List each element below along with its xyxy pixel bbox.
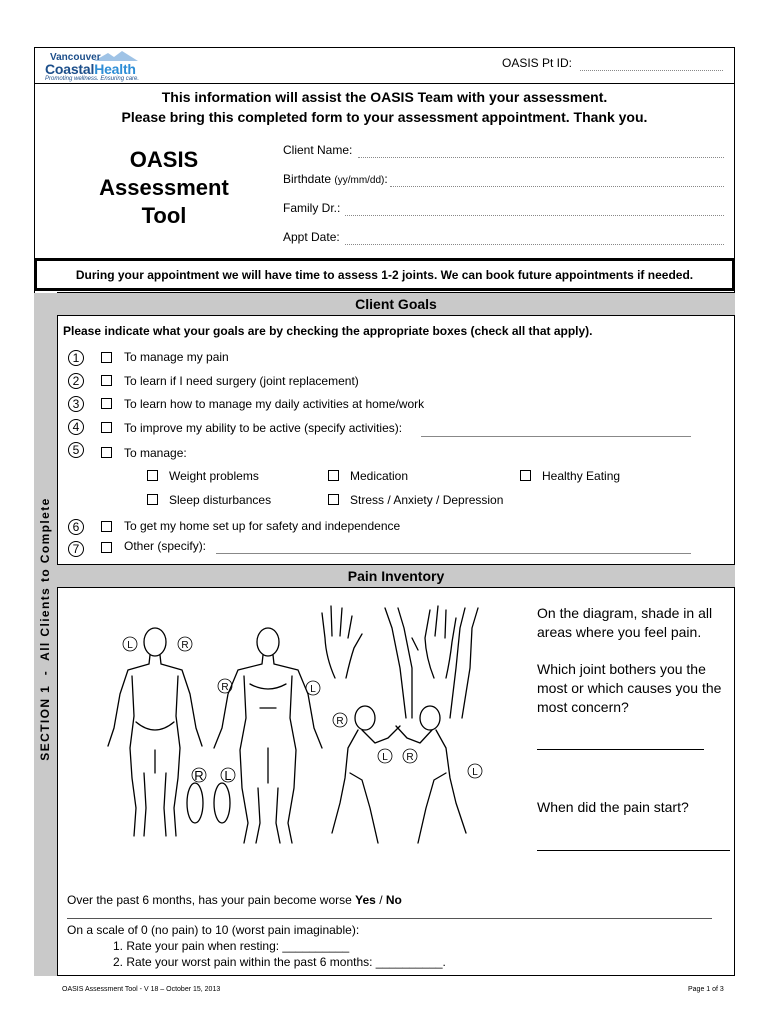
intro-text: This information will assist the OASIS Team with your assessment. Please bring this completed form to your assessment appointment. Thank you. [121, 89, 648, 125]
hands-icon [322, 606, 478, 718]
worst-pain-question[interactable]: 2. Rate your worst pain within the past 6 months: __________. [113, 955, 446, 969]
goal-number: 4 [68, 419, 84, 435]
goal-label: To learn how to manage my daily activities at home/work [124, 397, 425, 411]
marker-letter: R [406, 752, 414, 763]
right-label-marker [178, 637, 192, 651]
marker-letter: L [382, 752, 388, 763]
pt-id-label: OASIS Pt ID: [502, 56, 573, 70]
goal-checkbox[interactable] [101, 352, 112, 363]
vch-logo [44, 50, 139, 82]
sub-checkbox[interactable] [328, 470, 339, 481]
left-label-marker [468, 764, 482, 778]
goal-number: 6 [68, 519, 84, 535]
sub-label: Stress / Anxiety / Depression [350, 493, 504, 507]
foot-left-marker [221, 768, 235, 783]
client-name-label: Client Name: [283, 143, 353, 157]
yes-option[interactable]: Yes [355, 893, 376, 907]
goal-label: To get my home set up for safety and independence [124, 519, 401, 533]
marker-letter: L [224, 768, 232, 783]
marker-letter: R [194, 768, 204, 783]
pain-scale-intro: On a scale of 0 (no pain) to 10 (worst pain imaginable): [67, 923, 360, 937]
marker-letter: L [127, 640, 133, 651]
left-label-marker [378, 749, 392, 763]
logo-main-text: CoastalHealth [45, 61, 136, 77]
pain-worse-question: Over the past 6 months, has your pain become worse Yes / No [67, 893, 402, 907]
appt-date-label: Appt Date: [283, 230, 340, 244]
sub-label: Medication [350, 469, 409, 483]
marker-letter: R [336, 716, 344, 727]
other-specify-input[interactable] [216, 553, 691, 554]
pain-start-input[interactable] [537, 850, 730, 851]
goal-label: To improve my ability to be active (specify activities): [124, 421, 403, 435]
goal-number: 3 [68, 396, 84, 412]
side-figures-icon [332, 706, 466, 843]
sub-label: Weight problems [169, 469, 259, 483]
sub-checkbox[interactable] [147, 470, 158, 481]
birthdate-input[interactable] [390, 186, 724, 187]
goal-checkbox[interactable] [101, 447, 112, 458]
form-title: OASIS Assessment Tool [99, 147, 229, 228]
client-name-input[interactable] [358, 157, 724, 158]
body-diagram[interactable] [100, 598, 520, 878]
family-dr-label: Family Dr.: [283, 201, 341, 215]
goal-number: 1 [68, 350, 84, 366]
goal-checkbox[interactable] [101, 542, 112, 553]
header-divider [34, 83, 735, 84]
rest-pain-question[interactable]: 1. Rate your pain when resting: __________ [113, 939, 350, 953]
pt-id-input[interactable] [580, 70, 723, 71]
goal-label: To manage: [124, 446, 187, 460]
birthdate-label: Birthdate (yy/mm/dd): [283, 172, 388, 186]
right-label-marker [333, 713, 347, 727]
right-label-marker [403, 749, 417, 763]
goal-number: 7 [68, 541, 84, 557]
back-figure-icon [108, 628, 202, 836]
pain-inventory-heading: Pain Inventory [57, 564, 735, 588]
feet-icon [187, 783, 230, 823]
activities-input[interactable] [421, 436, 691, 437]
goal-checkbox[interactable] [101, 398, 112, 409]
appt-date-input[interactable] [345, 244, 724, 245]
logo-top-text: Vancouver [50, 52, 101, 63]
goal-number: 5 [68, 442, 84, 458]
pain-start-question: When did the pain start? [537, 799, 689, 815]
foot-right-marker [192, 768, 206, 783]
sub-checkbox[interactable] [328, 494, 339, 505]
section-side-label: SECTION 1 - All Clients to Complete [38, 497, 52, 761]
goal-label: To manage my pain [124, 350, 229, 364]
goal-checkbox[interactable] [101, 375, 112, 386]
pain-instruction-shade: On the diagram, shade in all areas where you feel pain. [537, 605, 713, 640]
left-label-marker [123, 637, 137, 651]
goal-checkbox[interactable] [101, 422, 112, 433]
notice-box: During your appointment we will have time to assess 1-2 joints. We can book future appointments if needed. [34, 258, 735, 291]
right-label-marker [218, 679, 232, 693]
pain-instruction-joint: Which joint bothers you the most or which causes you the most concern? [537, 661, 722, 715]
marker-letter: R [221, 682, 229, 693]
sub-checkbox[interactable] [147, 494, 158, 505]
logo-tagline: Promoting wellness. Ensuring care. [45, 76, 140, 82]
front-figure-icon [214, 628, 322, 843]
family-dr-input[interactable] [345, 215, 724, 216]
marker-letter: L [310, 684, 316, 695]
joint-answer-input[interactable] [537, 749, 704, 750]
marker-letter: R [181, 640, 189, 651]
goal-label: To learn if I need surgery (joint replacement) [124, 374, 359, 388]
goals-instruction: Please indicate what your goals are by checking the appropriate boxes (check all that apply). [63, 324, 593, 338]
footer-version: OASIS Assessment Tool - V 18 – October 15, 2013 [62, 986, 221, 993]
sub-checkbox[interactable] [520, 470, 531, 481]
worse-divider [67, 918, 712, 919]
marker-letter: L [472, 767, 478, 778]
left-label-marker [306, 681, 320, 695]
no-option[interactable]: No [385, 893, 402, 907]
sub-label: Sleep disturbances [169, 493, 272, 507]
section-divider [57, 293, 58, 976]
goal-number: 2 [68, 373, 84, 389]
client-goals-heading: Client Goals [57, 292, 735, 316]
goal-checkbox[interactable] [101, 521, 112, 532]
sub-label: Healthy Eating [542, 469, 621, 483]
footer-page: Page 1 of 3 [688, 986, 724, 993]
goal-label: Other (specify): [124, 539, 207, 553]
